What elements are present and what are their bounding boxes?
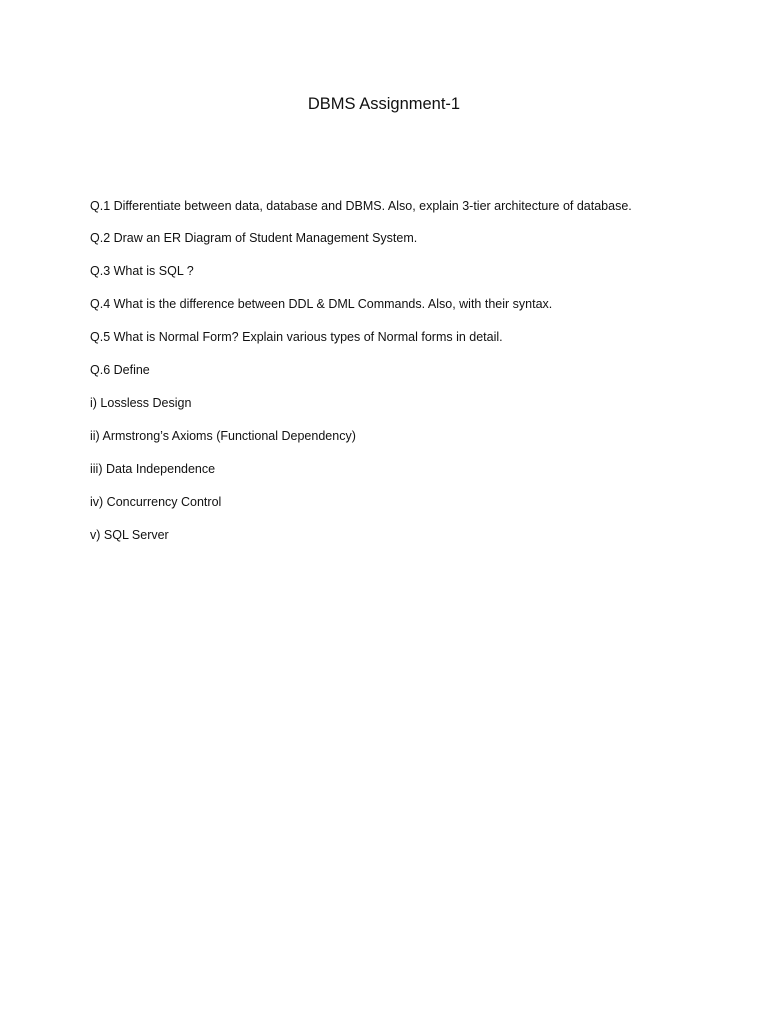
question-2: Q.2 Draw an ER Diagram of Student Management System. bbox=[90, 231, 418, 245]
question-5: Q.5 What is Normal Form? Explain various types of Normal forms in detail. bbox=[90, 330, 503, 344]
define-item-2: ii) Armstrong’s Axioms (Functional Dependency) bbox=[90, 429, 356, 443]
question-4: Q.4 What is the difference between DDL & DML Commands. Also, with their syntax. bbox=[90, 297, 553, 311]
question-6: Q.6 Define bbox=[90, 363, 150, 377]
question-3: Q.3 What is SQL ? bbox=[90, 264, 194, 278]
define-item-1: i) Lossless Design bbox=[90, 396, 192, 410]
define-item-3: iii) Data Independence bbox=[90, 462, 216, 476]
page-title: DBMS Assignment-1 bbox=[307, 95, 461, 113]
question-1: Q.1 Differentiate between data, database and DBMS. Also, explain 3-tier architecture of database. bbox=[90, 199, 632, 213]
define-item-4: iv) Concurrency Control bbox=[90, 495, 222, 509]
define-item-5: v) SQL Server bbox=[90, 528, 169, 542]
